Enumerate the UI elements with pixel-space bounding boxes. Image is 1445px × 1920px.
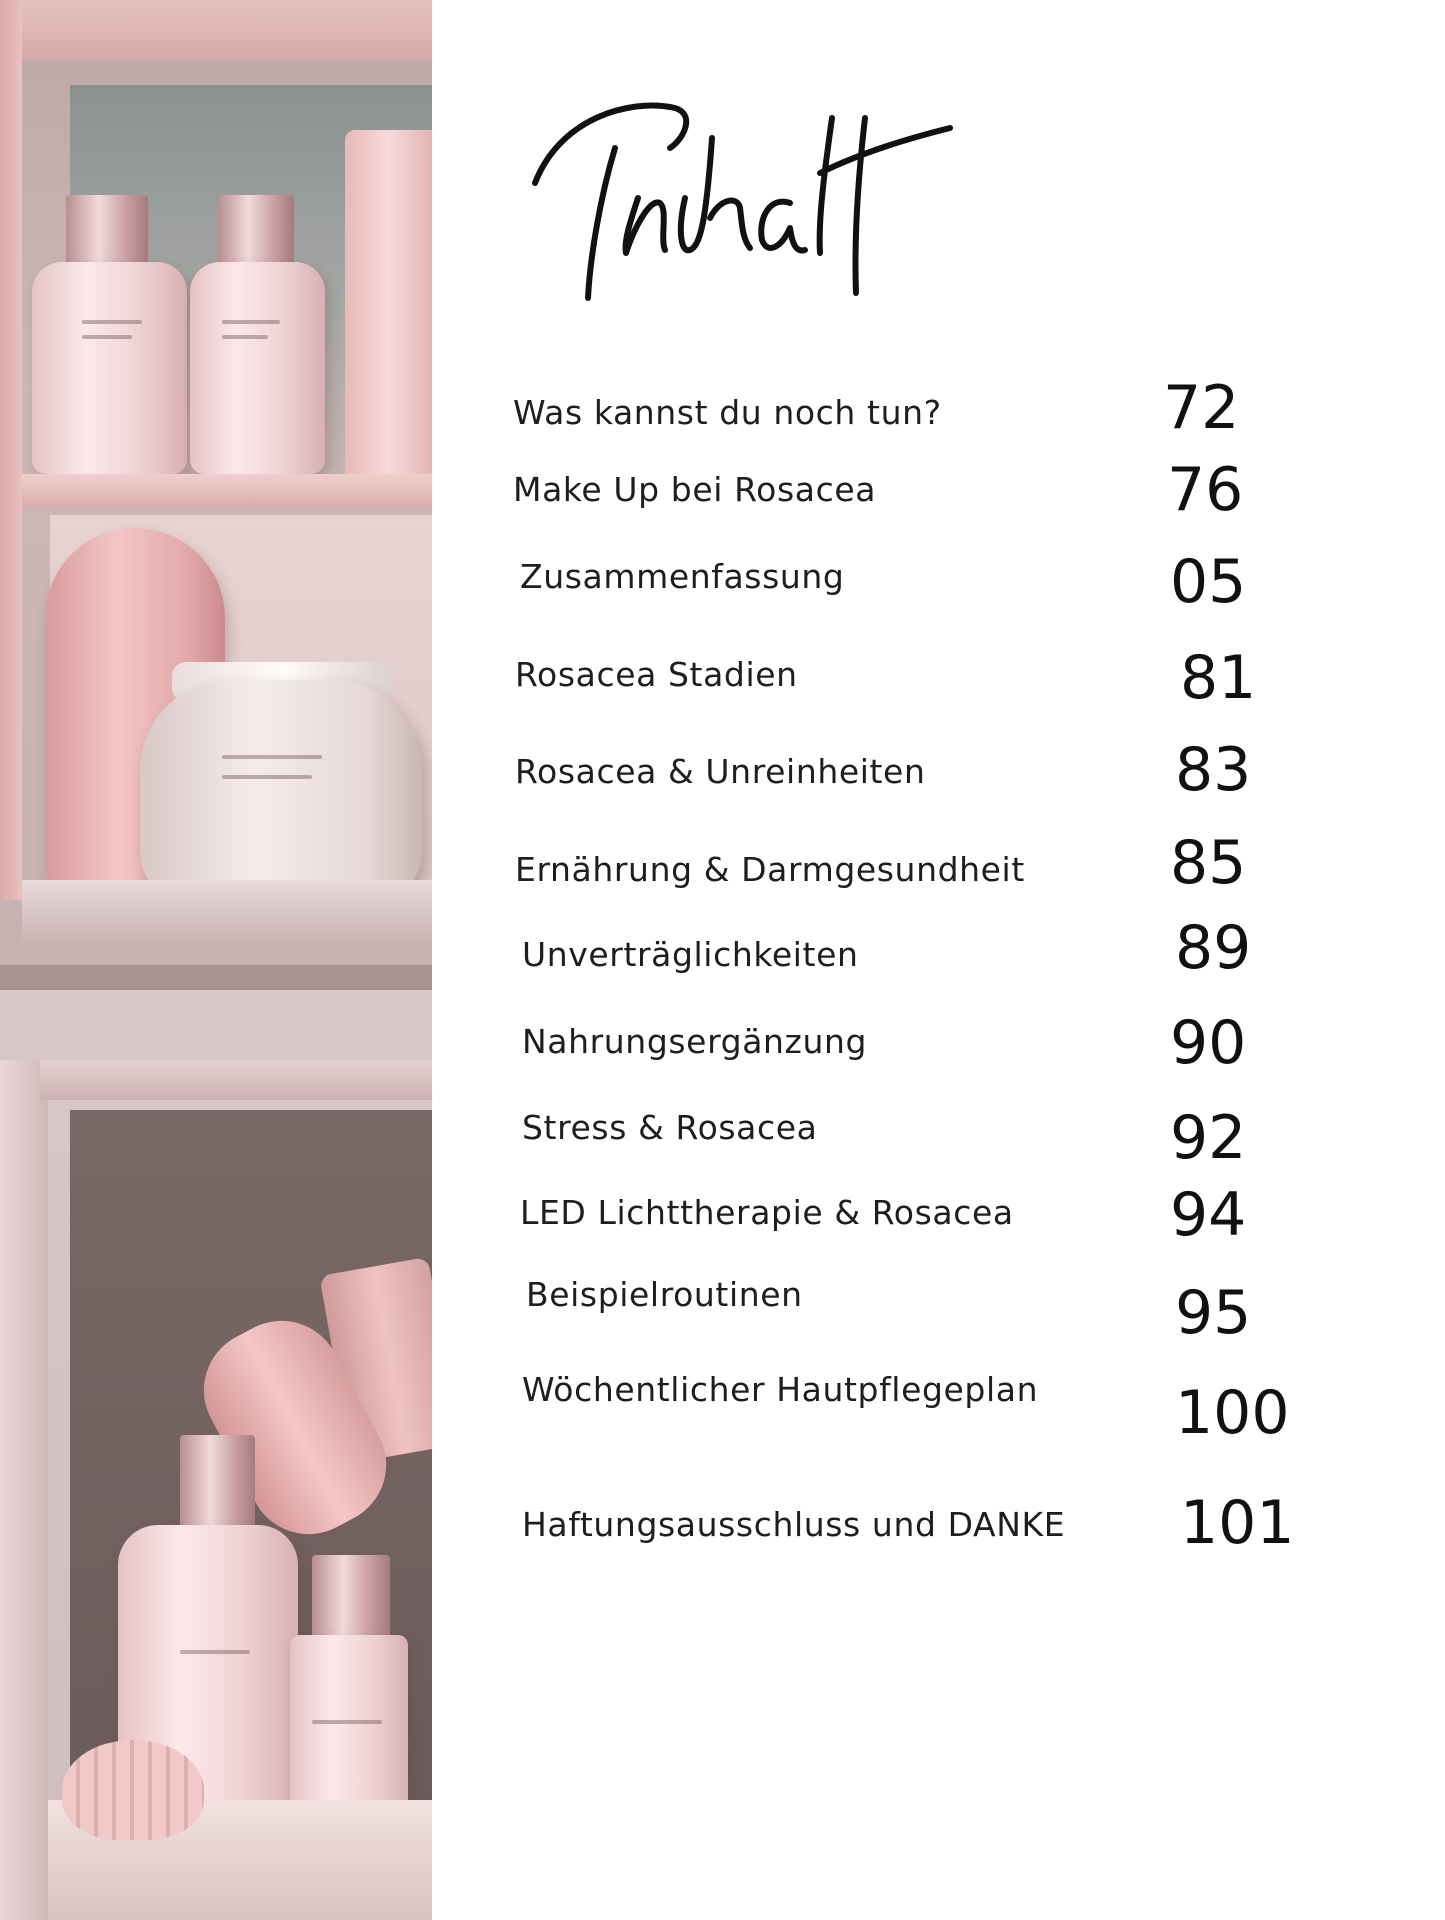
toc-entry-title: Nahrungsergänzung <box>522 1022 868 1061</box>
toc-entry-title: Make Up bei Rosacea <box>513 470 877 509</box>
lotion-bottle <box>32 262 187 474</box>
bottle-label <box>312 1720 382 1724</box>
cream-jar <box>140 680 422 910</box>
toc-entry-page: 100 <box>1175 1378 1290 1448</box>
toc-entry-page: 92 <box>1170 1103 1247 1173</box>
toc-entry-page: 83 <box>1175 735 1252 805</box>
jar-label <box>222 755 322 759</box>
jar-label <box>222 775 312 779</box>
bottle-label <box>82 320 142 324</box>
decorative-ball <box>62 1740 204 1840</box>
bottle-cap <box>66 195 148 267</box>
toc-entry-title: Rosacea & Unreinheiten <box>515 752 926 791</box>
shelf-board <box>22 880 432 940</box>
lotion-bottle <box>190 262 325 474</box>
toc-entry-page: 94 <box>1170 1180 1247 1250</box>
cream-tube <box>345 130 432 475</box>
toc-entry-page: 76 <box>1167 455 1244 525</box>
toc-entry-page: 89 <box>1175 913 1252 983</box>
toc-entry-title: Wöchentlicher Hautpflegeplan <box>522 1370 1039 1409</box>
toc-entry-title: Haftungsausschluss und DANKE <box>522 1505 1066 1544</box>
toc-entry-page: 85 <box>1170 828 1247 898</box>
bottle-cap <box>312 1555 390 1640</box>
cosmetics-shelf-photo <box>0 0 432 1920</box>
shelf-frame-left <box>0 1060 48 1920</box>
toc-entry-page: 90 <box>1170 1008 1247 1078</box>
bottle-label <box>180 1650 250 1654</box>
page-title <box>520 78 970 328</box>
bottle-label <box>82 335 132 339</box>
toc-entry-title: Zusammenfassung <box>520 557 845 596</box>
toc-entry-title: Was kannst du noch tun? <box>513 393 942 432</box>
bottle-cap <box>180 1435 255 1530</box>
bottle-cap <box>218 195 294 267</box>
toc-entry-title: Unverträglichkeiten <box>522 935 859 974</box>
toc-entry-title: Rosacea Stadien <box>515 655 798 694</box>
shelf-frame-top <box>40 1060 432 1100</box>
toc-entry-title: Ernährung & Darmgesundheit <box>515 850 1025 889</box>
toc-entry-page: 72 <box>1163 373 1240 443</box>
toc-entry-page: 05 <box>1170 547 1247 617</box>
toc-entry-title: Stress & Rosacea <box>522 1108 818 1147</box>
toc-entry-title: LED Lichttherapie & Rosacea <box>520 1193 1014 1232</box>
toc-entry-page: 95 <box>1175 1278 1252 1348</box>
toc-entry-page: 81 <box>1180 643 1257 713</box>
bottle-label <box>222 320 280 324</box>
shelf-board <box>22 474 432 508</box>
toc-entry-title: Beispielroutinen <box>526 1275 803 1314</box>
shelf-frame-left <box>0 0 22 900</box>
toc-entry-page: 101 <box>1180 1488 1295 1558</box>
bottle-label <box>222 335 268 339</box>
